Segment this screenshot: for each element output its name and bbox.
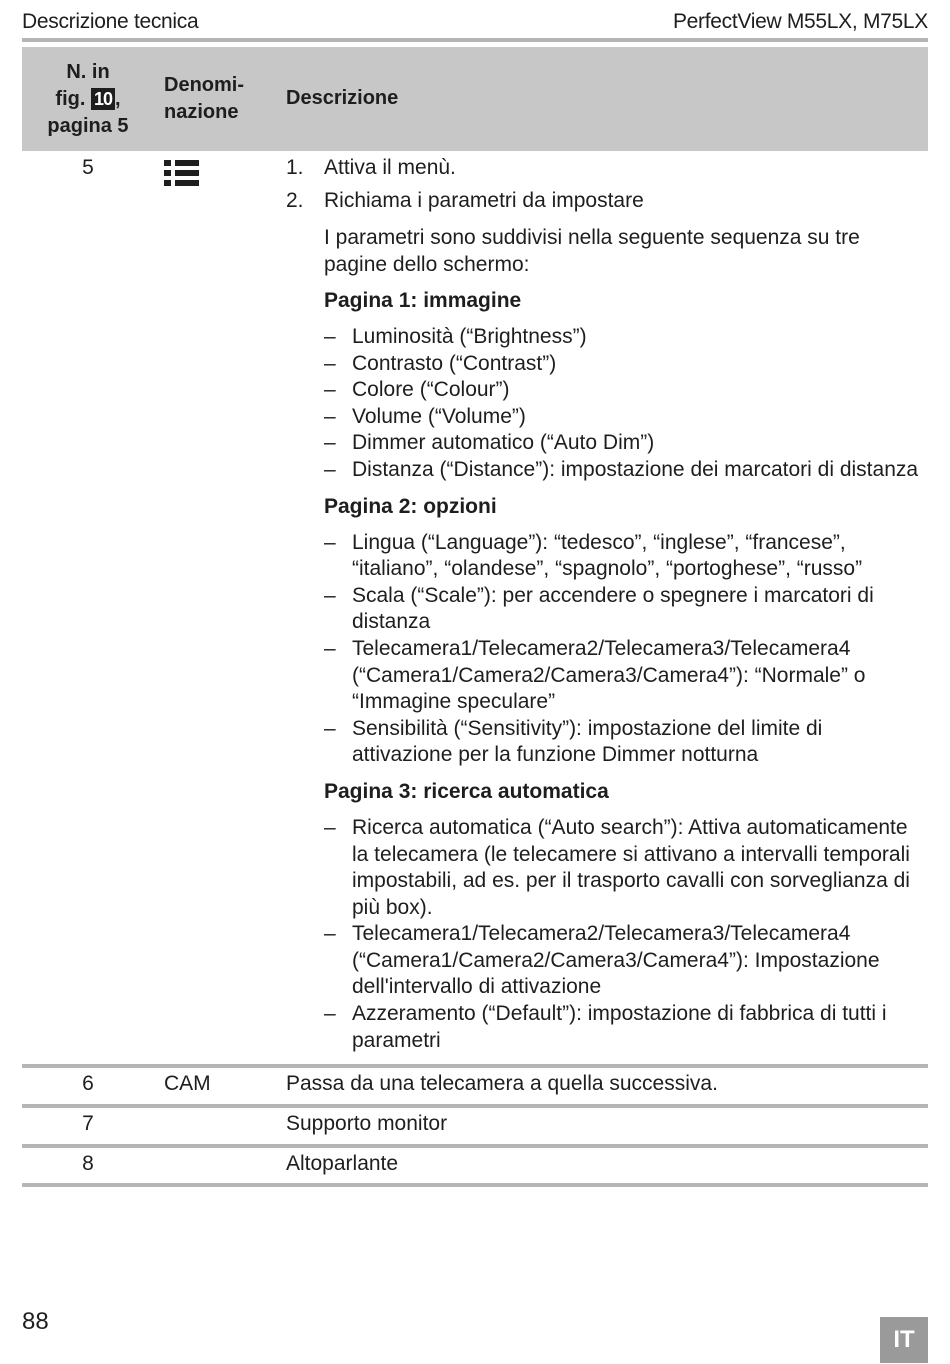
dash-bullet: – bbox=[324, 716, 336, 740]
table-row bbox=[22, 1107, 928, 1141]
row-description: Supporto monitor bbox=[286, 1112, 448, 1135]
intro-paragraph: I parametri sono suddivisi nella seguente sequenza su tre pagine dello schermo: bbox=[324, 226, 860, 276]
table-header bbox=[22, 47, 928, 151]
step-item: 1. Attiva il menù. bbox=[286, 156, 456, 179]
header-product-name: PerfectView M55LX, M75LX bbox=[672, 10, 928, 33]
table-row bbox=[22, 152, 928, 1064]
list-item: – Ricerca automatica (“Auto search”): Attiva automaticamente la telecamera (le telecamere si attivano a intervalli temporali impostabili, ad es. per il trasporto cavalli con sorveglianza di più box). bbox=[324, 815, 910, 919]
list-item: – Telecamera1/Telecamera2/Telecamera3/Telecamera4 (“Camera1/Camera2/Camera3/Camera4”): “Normale” o “Immagine speculare” bbox=[324, 636, 866, 714]
column-header-description: Descrizione bbox=[286, 87, 399, 109]
header-divider bbox=[22, 38, 928, 42]
list-item: – Colore (“Colour”) bbox=[324, 377, 928, 404]
page2-heading: Pagina 2: opzioni bbox=[324, 494, 497, 518]
page2-parameter-list bbox=[286, 530, 928, 769]
dash-bullet: – bbox=[324, 351, 336, 375]
row-number: 5 bbox=[82, 156, 94, 179]
dash-bullet: – bbox=[324, 431, 336, 455]
row-number: 7 bbox=[82, 1112, 94, 1135]
dash-bullet: – bbox=[324, 325, 336, 348]
step-item: 2. Richiama i parametri da impostare bbox=[286, 189, 644, 212]
dash-bullet: – bbox=[324, 378, 336, 402]
table-row bbox=[22, 1067, 928, 1101]
figure-reference-badge: 10 bbox=[91, 88, 115, 110]
page1-parameter-list bbox=[286, 324, 928, 484]
row-name: CAM bbox=[164, 1072, 211, 1095]
row-number: 6 bbox=[82, 1072, 94, 1095]
column-header-number: N. in fig. 10 , pagina 5 bbox=[47, 61, 129, 137]
dash-bullet: – bbox=[324, 1002, 336, 1026]
list-item: – Volume (“Volume”) bbox=[324, 404, 928, 431]
row-number: 8 bbox=[82, 1152, 94, 1175]
row-description: Altoparlante bbox=[286, 1152, 399, 1175]
list-item: – Telecamera1/Telecamera2/Telecamera3/Telecamera4 (“Camera1/Camera2/Camera3/Camera4”): Impostazione dell'intervallo di attivazione bbox=[324, 922, 880, 999]
list-item: – Lingua (“Language”): “tedesco”, “inglese”, “francese”, “italiano”, “olandese”, “spagnolo”, “portoghese”, “russo” bbox=[324, 530, 863, 581]
page3-parameter-list bbox=[286, 815, 928, 1054]
header-section-title: Descrizione tecnica bbox=[22, 10, 199, 33]
list-item: – Scala (“Scale”): per accendere o spegnere i marcatori di distanza bbox=[324, 583, 874, 634]
list-item: – Contrasto (“Contrast”) bbox=[324, 351, 928, 378]
row-description bbox=[286, 154, 928, 1054]
list-item: – Luminosità (“Brightness”) bbox=[324, 324, 928, 351]
table-row bbox=[22, 1147, 928, 1181]
page-number: 88 bbox=[22, 1308, 49, 1335]
list-item: – Sensibilità (“Sensitivity”): impostazione del limite di attivazione per la funzione Dimmer notturna bbox=[324, 716, 823, 767]
running-header bbox=[22, 6, 928, 38]
dash-bullet: – bbox=[324, 815, 336, 839]
dash-bullet: – bbox=[324, 404, 336, 428]
dash-bullet: – bbox=[324, 457, 336, 481]
list-item: – Dimmer automatico (“Auto Dim”) bbox=[324, 430, 928, 457]
dash-bullet: – bbox=[324, 583, 336, 607]
page3-heading: Pagina 3: ricerca automatica bbox=[324, 779, 609, 803]
dash-bullet: – bbox=[324, 922, 336, 946]
menu-list-icon bbox=[164, 160, 200, 186]
column-header-name: Denomi- nazione bbox=[164, 74, 244, 123]
dash-bullet: – bbox=[324, 530, 336, 554]
list-item: – Distanza (“Distance”): impostazione dei marcatori di distanza bbox=[324, 457, 928, 484]
list-item: – Azzeramento (“Default”): impostazione di fabbrica di tutti i parametri bbox=[324, 1002, 887, 1052]
language-badge: IT bbox=[880, 1317, 928, 1363]
dash-bullet: – bbox=[324, 636, 336, 660]
table-bottom-rule bbox=[22, 1183, 928, 1187]
row-description: Passa da una telecamera a quella successiva. bbox=[286, 1072, 718, 1095]
page1-heading: Pagina 1: immagine bbox=[324, 289, 522, 312]
